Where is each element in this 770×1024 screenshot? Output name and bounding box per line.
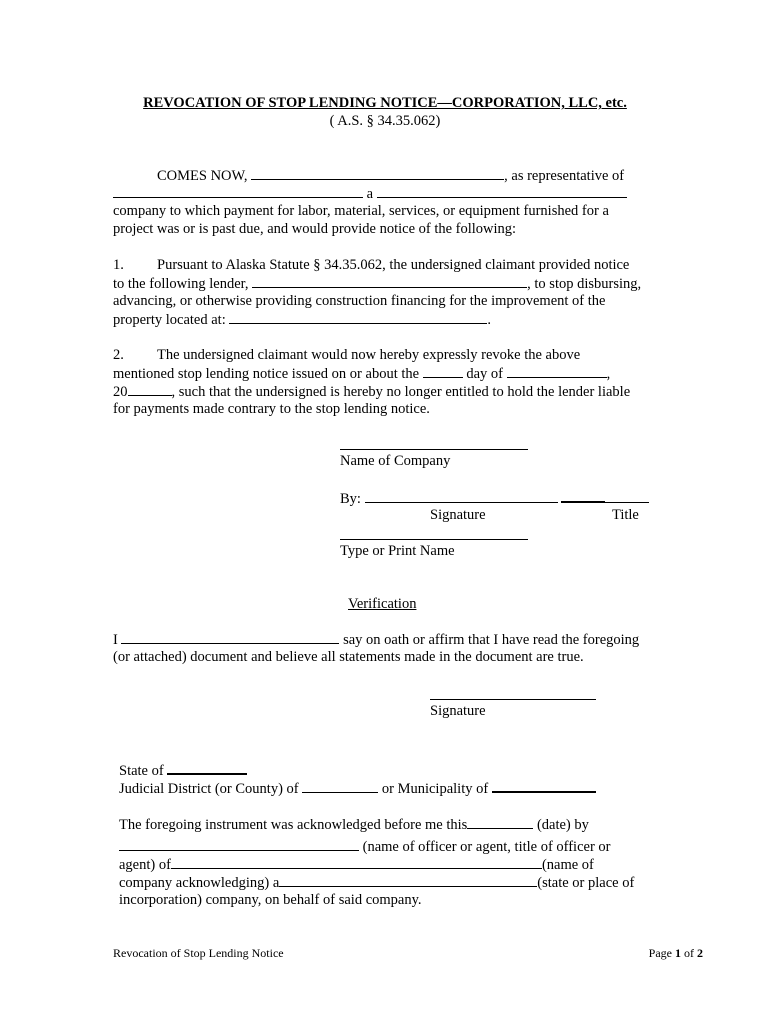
para2-number: 2.: [113, 347, 124, 363]
property-location-blank[interactable]: [229, 310, 487, 324]
representative-name-blank[interactable]: [251, 166, 504, 180]
acknowledged-line-4: [119, 873, 634, 892]
agent-company-blank[interactable]: [171, 855, 542, 869]
period-text: .: [487, 312, 491, 328]
acknowledged-line-1: [119, 815, 589, 834]
property-located-text: property located at:: [113, 312, 226, 328]
acknowledged-line-2: [119, 837, 611, 856]
agent-of-text: agent) of: [119, 857, 171, 873]
by-label: By:: [340, 491, 361, 507]
ack-date-blank[interactable]: [467, 815, 533, 829]
a-text: a: [366, 186, 374, 202]
state-or-place-text: (state or place of: [537, 875, 635, 891]
verification-line-1: [113, 630, 639, 649]
oath-text: say on oath or affirm that I have read the foregoing: [343, 632, 640, 648]
intro-line-3: company to which payment for labor, material, services, or equipment furnished for a: [113, 203, 609, 219]
company-type-blank[interactable]: [377, 184, 627, 198]
company-name-blank[interactable]: [113, 184, 363, 198]
comma-text: ,: [606, 366, 611, 382]
verification-line-2: (or attached) document and believe all statements made in the document are true.: [113, 649, 584, 665]
para2-line-2: [113, 364, 610, 383]
officer-title-text: (name of officer or agent, title of officer or: [362, 839, 611, 855]
intro-line-2: [113, 184, 627, 203]
total-pages: 2: [697, 946, 703, 960]
i-text: I: [113, 632, 118, 648]
issued-on-text: mentioned stop lending notice issued on or about the: [113, 366, 420, 382]
para2-line-3: [113, 382, 630, 401]
comes-now-text: COMES NOW,: [157, 168, 248, 184]
year-prefix-text: 20: [113, 384, 128, 400]
para1-line-4: [113, 310, 491, 329]
para1-line-1: Pursuant to Alaska Statute § 34.35.062, the undersigned claimant provided notice: [157, 257, 630, 273]
verification-signature-label: Signature: [430, 703, 486, 719]
stop-disbursing-text: , to stop disbursing,: [527, 276, 642, 292]
state-of-line: [119, 760, 247, 780]
footer-page-number: [649, 946, 703, 961]
name-of-text: (name of: [541, 857, 594, 873]
no-longer-entitled-text: , such that the undersigned is hereby no longer entitled to hold the lender liable: [171, 384, 631, 400]
state-of-incorporation-blank[interactable]: [279, 873, 537, 887]
title-blank-part1[interactable]: [561, 488, 605, 503]
name-of-company-label: Name of Company: [340, 453, 451, 469]
of-label: of: [681, 946, 697, 960]
state-blank[interactable]: [167, 760, 247, 775]
type-or-print-name-label: Type or Print Name: [340, 543, 455, 559]
date-by-text: (date) by: [536, 817, 589, 833]
acknowledged-text: The foregoing instrument was acknowledged before me this: [119, 817, 468, 833]
municipality-blank[interactable]: [492, 778, 596, 793]
footer-document-name: Revocation of Stop Lending Notice: [113, 946, 284, 960]
year-blank[interactable]: [128, 382, 172, 396]
para1-number: 1.: [113, 257, 124, 273]
title-label: Title: [612, 507, 639, 523]
company-name-signature-line[interactable]: [340, 449, 528, 450]
verification-heading: Verification: [348, 596, 417, 612]
state-of-label: State of: [119, 763, 164, 779]
company-acknowledging-text: company acknowledging) a: [119, 875, 280, 891]
affiant-name-blank[interactable]: [121, 630, 339, 644]
para2-line-4: for payments made contrary to the stop lending notice.: [113, 401, 430, 417]
officer-name-blank[interactable]: [119, 837, 359, 851]
para2-line-1: The undersigned claimant would now hereby expressly revoke the above: [157, 347, 581, 363]
para1-line-2: [113, 274, 641, 293]
as-representative-text: , as representative of: [504, 168, 625, 184]
municipality-label: or Municipality of: [381, 781, 489, 797]
to-lender-text: to the following lender,: [113, 276, 249, 292]
district-blank[interactable]: [302, 779, 378, 793]
para1-line-3: advancing, or otherwise providing construction financing for the improvement of the: [113, 293, 606, 309]
title-blank-part2[interactable]: [605, 489, 649, 503]
day-of-text: day of: [466, 366, 503, 382]
month-blank[interactable]: [507, 364, 607, 378]
verification-signature-line[interactable]: [430, 699, 596, 700]
intro-line-1: [157, 166, 624, 185]
judicial-district-label: Judicial District (or County) of: [119, 781, 299, 797]
print-name-line[interactable]: [340, 539, 528, 540]
acknowledged-line-3: [119, 855, 594, 874]
signature-label: Signature: [430, 507, 486, 523]
lender-name-blank[interactable]: [252, 274, 527, 288]
document-subtitle: ( A.S. § 34.35.062): [329, 113, 441, 129]
page-label: Page: [648, 946, 675, 960]
acknowledged-line-5: incorporation) company, on behalf of said company.: [119, 892, 422, 908]
day-blank[interactable]: [423, 364, 463, 378]
intro-line-4: project was or is past due, and would provide notice of the following:: [113, 221, 517, 237]
current-page: 1: [675, 946, 681, 960]
by-line: [340, 488, 649, 508]
by-signature-blank[interactable]: [365, 489, 558, 503]
document-title: REVOCATION OF STOP LENDING NOTICE—CORPORATION, LLC, etc.: [143, 95, 627, 111]
judicial-district-line: [119, 778, 596, 798]
